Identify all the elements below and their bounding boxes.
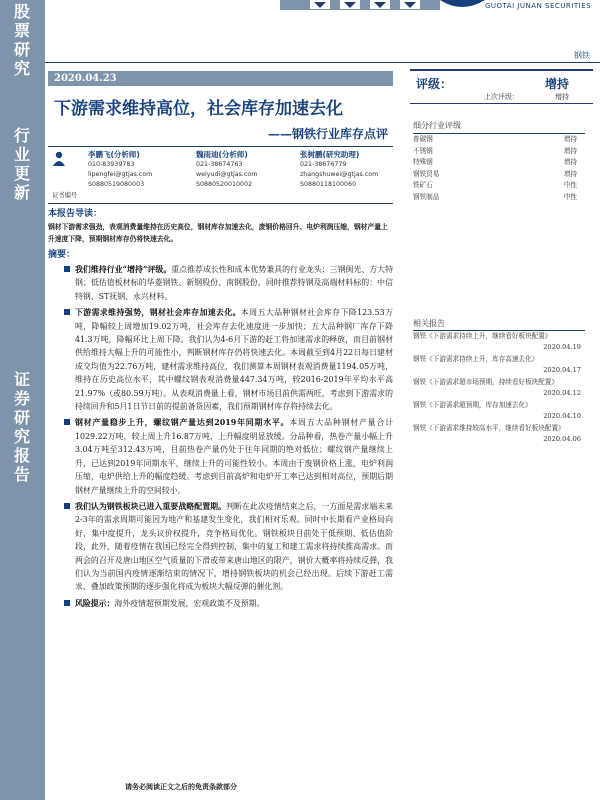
author-block — [48, 146, 393, 204]
bullet-text: 本周五大品种钢材产量合计1029.22万吨，较上周上升16.87万吨，上升幅度明显放缓。分品种看，热卷产量小幅上升3.04万吨至312.43万吨，目前热卷产量仍处于往年同期的绝对低位；螺纹钢产量继续上升，已达到2019年同期水平，继续上升的可能性较小。本周由于废钢价格上涨，电炉利润压缩，电炉供给上升的幅度趋缓。考虑到目前高炉和电炉开工率已达到相对高位，预期后期钢材产量继续上升的空间较小。 — [75, 418, 393, 495]
rating-box — [410, 69, 593, 104]
sub-industry-title: 细分行业评级 — [413, 121, 461, 130]
abstract-bullet — [48, 263, 393, 303]
sub-industry-name: 特殊钢 — [413, 158, 433, 166]
sub-industry-rating: 增持 — [563, 146, 577, 155]
related-report-date: 2020.04.10 — [543, 412, 581, 420]
person-icon — [52, 151, 66, 167]
sidebar-label-stock-research: 股票研究 — [13, 2, 30, 78]
sub-industry-rating: 增持 — [563, 135, 577, 143]
bullet-lead: 我们认为钢铁板块已进入重要战略配置期。 — [75, 501, 227, 511]
sub-industry-name: 不锈钢 — [413, 146, 433, 155]
table-row — [413, 134, 585, 146]
author-phone: 021-38674763 — [196, 161, 243, 168]
abstract-bullet — [48, 416, 393, 496]
abstract-title: 摘要： — [48, 250, 76, 260]
swoosh-logo-icon — [440, 0, 485, 10]
top-header — [45, 0, 600, 18]
author-email: zhangshuwei@gtjas.com — [300, 171, 379, 178]
rating-label: 评级： — [416, 77, 453, 91]
sub-industry-rating: 中性 — [563, 181, 577, 189]
bullet-lead: 钢材产量稳步上升，螺纹钢产量达到2019年同期水平。 — [75, 418, 290, 428]
cert-label: 证书编号 — [52, 192, 78, 199]
related-report-link[interactable]: 钢铁《下游需求超市场预期，持续看好板块配置》 — [413, 378, 559, 386]
related-report-link[interactable]: 钢铁《下游需求维持较高水平，继续看好板块配置》 — [413, 424, 565, 432]
author-cert: S0880118100060 — [300, 181, 357, 188]
bullet-text: 海外疫情超预期发展，宏观政策不及预期。 — [114, 598, 265, 608]
bullet-text: 判断在此次疫情结束之后，一方面是需求端未来2-3年的需求周期可能因为地产和基建发生变化，我们相对乐观。同时中长期看产业格局向好，集中度提升，龙头议价权提升，竞争格局优化。钢铁板块目前处于低预期、低估值阶段，此外，随着疫情在我国已经完全得到控制，集中的复工和建工需求将持续推高需求。而两会的召开及唐山地区空气质量的下滑或带来唐山地区的限产，钢价大概率将持续反弹，我们认为当前国内疫情逐渐结束的情况下，增持钢铁板块的机会已经出现。后续下游赶工需求、叠加政策预期的逐步强化将成为板块大幅反弹的催化剂。 — [75, 501, 393, 592]
sub-industry-name: 铁矿石 — [413, 181, 433, 189]
industry-tag: 钢铁 — [574, 51, 590, 60]
bullet-square-icon — [64, 309, 70, 315]
sidebar-label-securities-report: 证券研究报告 — [13, 370, 30, 484]
table-row — [413, 192, 585, 204]
abstract-bullet — [48, 597, 393, 610]
report-subtitle: ——钢铁行业库存点评 — [267, 127, 388, 141]
table-row — [413, 180, 585, 192]
sub-industry-table — [413, 133, 585, 203]
bullet-square-icon — [64, 503, 70, 509]
author-2 — [196, 150, 257, 190]
report-date: 2020.04.23 — [48, 71, 393, 86]
bullet-lead: 下游需求维持强势，钢材社会库存加速去化。 — [75, 308, 241, 318]
author-name: 李鹏飞(分析师) — [88, 150, 140, 159]
sub-industry-rating: 增持 — [563, 158, 577, 166]
bullet-square-icon — [64, 266, 70, 272]
main-content — [48, 206, 393, 610]
related-report-date: 2020.04.06 — [543, 435, 581, 443]
author-name: 张树鹏(研究助理) — [300, 150, 360, 159]
sub-industry-rating: 增持 — [563, 169, 577, 178]
author-1 — [88, 150, 152, 190]
related-report-date: 2020.04.19 — [543, 343, 581, 351]
related-report-date: 2020.04.17 — [543, 366, 581, 374]
author-email: lipengfei@gtjas.com — [88, 171, 153, 178]
footer-disclaimer: 请务必阅读正文之后的免责条款部分 — [125, 782, 237, 791]
guide-title: 本报告导读： — [48, 209, 103, 219]
abstract-bullet — [48, 500, 393, 594]
related-reports-title: 相关报告 — [413, 319, 445, 328]
author-phone: 010-83939783 — [88, 161, 135, 168]
author-cert: S0880519080003 — [88, 181, 145, 188]
bullet-square-icon — [64, 600, 70, 606]
author-name: 魏雨迪(分析师) — [196, 150, 248, 159]
sub-industry-name: 普碳钢 — [413, 135, 433, 143]
sub-industry-name: 钢铁制品 — [413, 192, 440, 201]
header-divider — [45, 62, 600, 63]
abstract-bullet — [48, 306, 393, 413]
table-row — [413, 157, 585, 169]
company-logo — [280, 0, 440, 18]
sub-industry-rating: 中性 — [563, 192, 577, 201]
guide-text: 钢材下游需求强劲，表观消费量维持在历史高位，钢材库存加速去化，废钢价格回升、电炉利润压缩，钢材产量上升速度下降，预期钢材库存仍将快速去化。 — [48, 223, 388, 243]
previous-rating-label: 上次评级： — [484, 93, 519, 101]
author-cert: S0880520010002 — [196, 181, 253, 188]
bullet-square-icon — [64, 419, 70, 425]
bullet-lead: 风险提示： — [75, 598, 115, 608]
related-reports-list — [413, 330, 585, 446]
company-name: GUOTAI JUNAN SECURITIES — [485, 2, 592, 10]
rating-value: 增持 — [544, 77, 569, 91]
table-row — [413, 169, 585, 181]
report-title: 下游需求维持高位，社会库存加速去化 — [54, 99, 343, 119]
related-report-link[interactable]: 钢铁《下游需求超预期，库存加速去化》 — [413, 401, 532, 409]
related-report-link[interactable]: 钢铁《下游需求持续上升，库存高速去化》 — [413, 355, 539, 363]
author-phone: 021-38676779 — [300, 161, 347, 168]
table-row — [413, 146, 585, 158]
related-report-date: 2020.04.12 — [543, 389, 581, 397]
bullet-text: 重点推荐成长性和成本优势兼具的行业龙头；三钢闽光、方大特钢；低估值板材标的华菱钢铁、新钢股份、南钢股份，同时推荐特钢及高端材料标的：中信特钢、ST抚钢、永兴材料。 — [75, 265, 393, 301]
author-email: weiyudi@gtjas.com — [196, 171, 258, 178]
related-report-link[interactable]: 钢铁《下游需求持续上升，继续看好板块配置》 — [413, 332, 552, 340]
bullet-lead: 我们维持行业“增持”评级。 — [75, 265, 172, 274]
author-3 — [300, 150, 378, 190]
sub-industry-name: 钢铁贸易 — [413, 169, 440, 178]
previous-rating-value: 增持 — [555, 93, 569, 101]
bullet-text: 本周五大品种钢材社会库存下降123.53万吨，降幅较上周增加19.02万吨，社会库存去化速度进一步加快；五大品种钢厂库存下降41.3万吨，降幅环比上周下降。我们认为4-6月下游的赶工将加速需求的释放，而目前钢材供给维持大幅上升的可能性小，判断钢材库存仍将快速去化。本周截至到4月22日每日建材成交均值为22.76万吨，建材需求维持高位，我们测算本周钢材表观消费量1194.05万吨，维持在历史高位水平，其中螺纹钢表观消费量447.34万吨，较2016-2019年平均水平高21.97%（或80.59万吨）。从表观消费量上看，钢材市场目前供需两旺，考虑到下游需求的持续回升和5月1日节日前的提前备货因素，我们预期钢材库存将持续去化。 — [75, 308, 393, 412]
sidebar-label-industry-update: 行业更新 — [13, 126, 30, 202]
left-sidebar — [0, 0, 45, 800]
